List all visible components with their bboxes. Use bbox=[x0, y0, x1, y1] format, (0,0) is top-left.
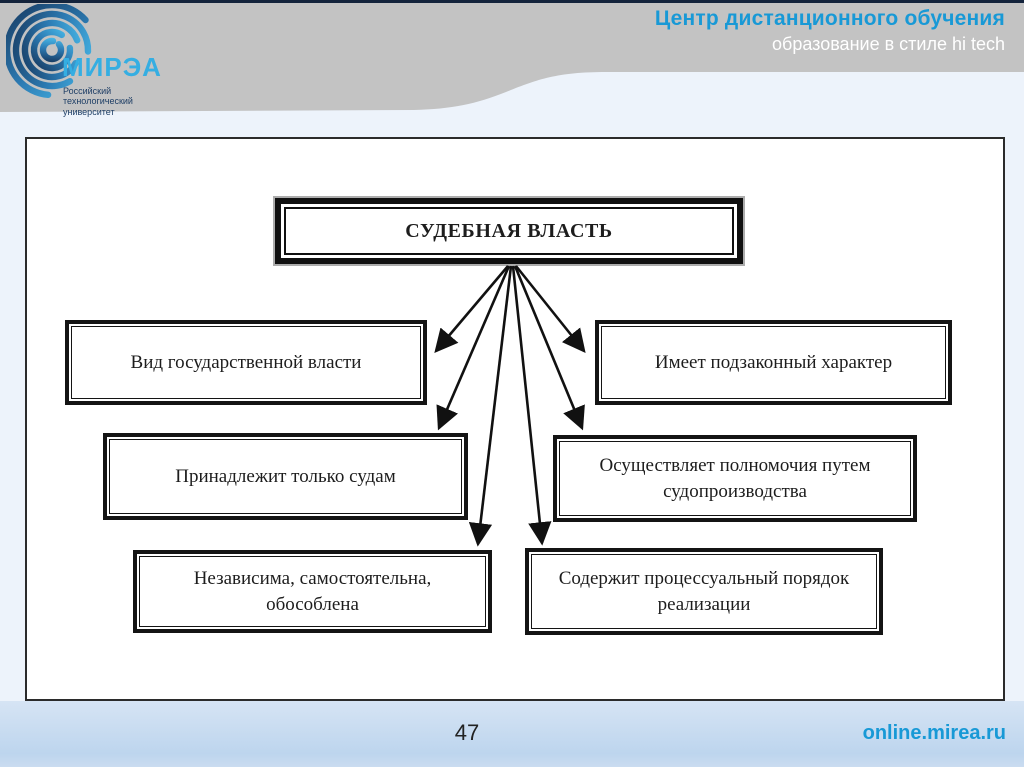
brand-subtitle-line: университет bbox=[63, 106, 115, 117]
diagram-box-tolko-sudam: Принадлежит только судам bbox=[103, 433, 468, 520]
diagram-box-sudoproizvodstvo: Осуществляет полномочия путем судопроизводства bbox=[553, 435, 917, 522]
diagram-box-poryadok: Содержит процессуальный порядок реализации bbox=[525, 548, 883, 635]
header-title: Центр дистанционного обучения bbox=[654, 7, 1005, 30]
header-subtitle: образование в стиле hi tech bbox=[772, 34, 1005, 55]
diagram-box-podzakonny: Имеет подзаконный характер bbox=[595, 320, 952, 405]
brand-subtitle bbox=[63, 86, 133, 117]
university-logo bbox=[6, 4, 236, 116]
header-text-block bbox=[655, 6, 1005, 56]
diagram-box-nezavisima: Независима, самостоятельна, обособлена bbox=[133, 550, 492, 633]
diagram-box-vid-vlasti: Вид государственной власти bbox=[65, 320, 427, 405]
brand-name: МИРЭА bbox=[62, 52, 162, 82]
brand-subtitle-line: Российский bbox=[63, 86, 112, 96]
footer bbox=[0, 701, 1024, 767]
brand-subtitle-line: технологический bbox=[63, 96, 133, 107]
diagram-root-box: СУДЕБНАЯ ВЛАСТЬ bbox=[275, 198, 743, 264]
page-number: 47 bbox=[454, 720, 480, 745]
website-link[interactable]: online.mirea.ru bbox=[862, 722, 1006, 744]
top-navy-stripe bbox=[0, 0, 1024, 3]
